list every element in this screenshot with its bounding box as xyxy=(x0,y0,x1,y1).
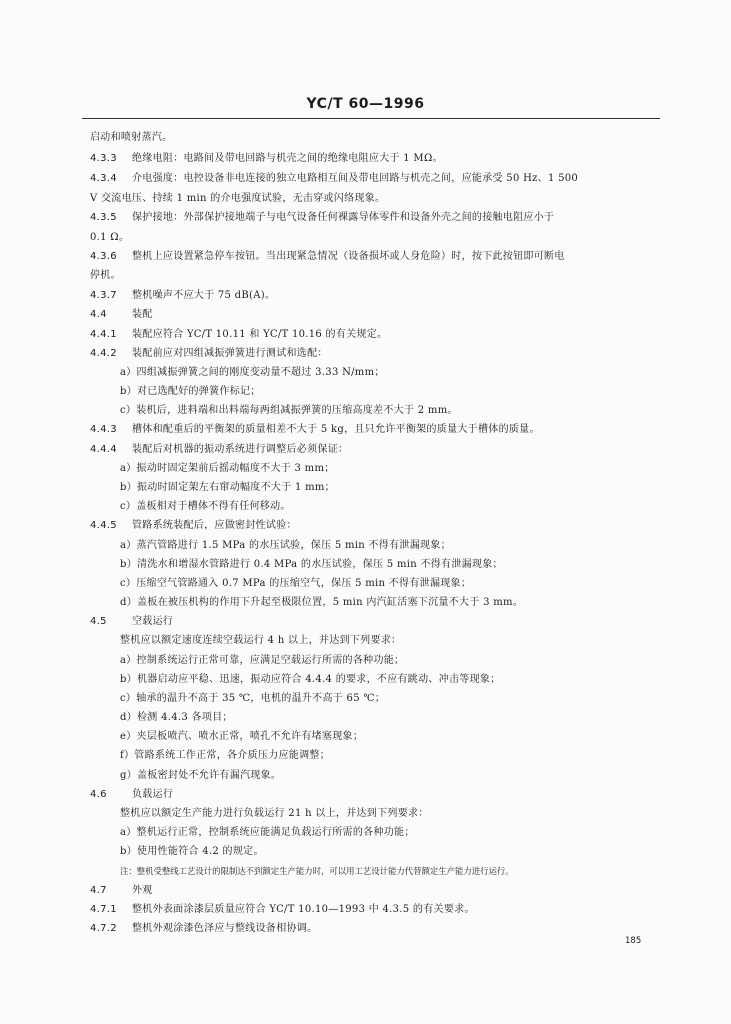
line-text: a）整机运行正常，控制系统应能满足负载运行所需的各种功能； xyxy=(120,827,415,838)
text-line xyxy=(120,692,385,706)
note-line xyxy=(120,864,514,878)
text-line xyxy=(90,347,328,361)
text-line xyxy=(90,423,540,437)
line-text: 空载运行 xyxy=(132,616,174,627)
line-text: 整机应以额定速度连续空载运行 4 h 以上，并达到下列要求： xyxy=(120,635,402,646)
line-text: 整机上应设置紧急停车按钮。当出现紧急情况（设备损坏或人身危险）时，按下此按钮即可断电 xyxy=(132,251,565,262)
line-text: c）轴承的温升不高于 35 ℃，电机的温升不高于 65 ℃； xyxy=(120,693,386,704)
text-line xyxy=(90,231,129,245)
line-text: b）对已选配好的弹簧作标记； xyxy=(120,386,261,397)
text-line xyxy=(120,654,404,668)
text-line xyxy=(120,807,429,821)
clause-number: 4.7.2 xyxy=(90,923,117,934)
text-line xyxy=(120,749,330,763)
clause-number: 4.7.1 xyxy=(90,904,117,915)
line-text: a）四组减振弹簧之间的刚度变动量不超过 3.33 N/mm； xyxy=(120,367,385,378)
text-line xyxy=(90,172,578,186)
line-text: e）夹层板喷汽、喷水正常，喷孔不允许有堵塞现象； xyxy=(120,731,364,742)
clause-number: 4.3.7 xyxy=(90,290,117,301)
line-text: 绝缘电阻：电路间及带电回路与机壳之间的绝缘电阻应大于 1 MΩ。 xyxy=(132,153,443,164)
line-text: b）振动时固定架左右窜动幅度不大于 1 mm； xyxy=(120,482,335,493)
page-number: 185 xyxy=(625,936,642,946)
text-line xyxy=(90,192,385,206)
line-text: d）检测 4.4.3 各项目； xyxy=(120,712,233,723)
line-text: 装配 xyxy=(132,309,153,320)
text-line xyxy=(120,481,335,495)
text-line xyxy=(90,269,121,283)
line-text: V 交流电压、持续 1 min 的介电强度试验，无击穿或闪络现象。 xyxy=(90,193,386,204)
clause-number: 4.4 xyxy=(90,309,107,320)
clause-number: 4.4.1 xyxy=(90,329,117,340)
line-text: a）控制系统运行正常可靠，应满足空载运行所需的各种功能； xyxy=(120,655,405,666)
text-line xyxy=(90,152,443,166)
text-line xyxy=(90,788,173,802)
text-line xyxy=(120,462,335,476)
text-line xyxy=(120,634,401,648)
text-line xyxy=(90,211,554,225)
text-line xyxy=(90,615,173,629)
line-text: c）压缩空气管路通入 0.7 MPa 的压缩空气，保压 5 min 不得有泄漏现象； xyxy=(120,578,472,589)
line-text: b）机器启动应平稳、迅速，振动应符合 4.4.4 的要求，不应有跳动、冲击等现象； xyxy=(120,674,501,685)
text-line xyxy=(90,289,275,303)
line-text: 注：整机受整线工艺设计的限制达不到额定生产能力时，可以用工艺设计能力代替额定生产能力进行运行。 xyxy=(120,866,514,876)
clause-number: 4.3.4 xyxy=(90,173,117,184)
clause-number: 4.3.6 xyxy=(90,251,117,262)
text-line xyxy=(90,922,317,936)
line-text: 介电强度：电控设备非电连接的独立电路相互间及带电回路与机壳之间，应能承受 50 Hz、1 500 xyxy=(132,173,579,184)
line-text: 停机。 xyxy=(90,270,121,281)
line-text: 整机外观涂漆色泽应与整线设备相协调。 xyxy=(132,923,318,934)
line-text: 保护接地：外部保护接地端子与电气设备任何裸露导体零件和设备外壳之间的接触电阻应小于 xyxy=(132,212,555,223)
clause-number: 4.6 xyxy=(90,789,107,800)
header-rule xyxy=(82,118,660,119)
line-text: a）振动时固定架前后摇动幅度不大于 3 mm； xyxy=(120,463,335,474)
text-line xyxy=(120,845,264,859)
text-line xyxy=(90,903,475,917)
text-line xyxy=(90,328,387,342)
line-text: 负载运行 xyxy=(132,789,174,800)
text-line xyxy=(90,250,565,264)
clause-number: 4.4.5 xyxy=(90,520,117,531)
clause-number: 4.7 xyxy=(90,885,107,896)
line-text: a）蒸汽管路进行 1.5 MPa 的水压试验，保压 5 min 不得有泄漏现象； xyxy=(120,540,451,551)
line-text: 装配应符合 YC/T 10.11 和 YC/T 10.16 的有关规定。 xyxy=(132,329,388,340)
text-line xyxy=(120,539,451,553)
text-line xyxy=(90,131,172,145)
clause-number: 4.4.2 xyxy=(90,348,117,359)
line-text: 整机外表面涂漆层质量应符合 YC/T 10.10—1993 中 4.3.5 的有关要求。 xyxy=(132,904,475,915)
line-text: 0.1 Ω。 xyxy=(90,232,130,243)
text-line xyxy=(120,769,281,783)
line-text: c）装机后，进料端和出料端每两组减振弹簧的压缩高度差不大于 2 mm。 xyxy=(120,405,458,416)
text-line xyxy=(90,308,153,322)
line-text: 槽体和配重后的平衡架的质量相差不大于 5 kg，且只允许平衡架的质量大于槽体的质量。 xyxy=(132,424,540,435)
clause-number: 4.3.3 xyxy=(90,153,117,164)
line-text: b）使用性能符合 4.2 的规定。 xyxy=(120,846,264,857)
text-line xyxy=(120,596,523,610)
standard-code-header: YC/T 60—1996 xyxy=(306,96,425,112)
text-line xyxy=(120,366,385,380)
line-text: 启动和喷射蒸汽。 xyxy=(90,132,173,143)
line-text: d）盖板在被压机构的作用下升起至极限位置，5 min 内汽缸活塞下沉量不大于 3 mm。 xyxy=(120,597,524,608)
text-line xyxy=(120,673,501,687)
line-text: c）盖板相对于槽体不得有任何移动。 xyxy=(120,501,291,512)
text-line xyxy=(120,558,503,572)
text-line xyxy=(90,884,153,898)
line-text: 管路系统装配后，应做密封性试验： xyxy=(132,520,297,531)
clause-number: 4.3.5 xyxy=(90,212,117,223)
text-line xyxy=(120,730,363,744)
line-text: 装配前应对四组减振弹簧进行测试和选配： xyxy=(132,348,328,359)
line-text: f）管路系统工作正常，各介质压力应能调整； xyxy=(120,750,331,761)
clause-number: 4.5 xyxy=(90,616,107,627)
line-text: 装配后对机器的振动系统进行调整后必须保证： xyxy=(132,444,349,455)
text-line xyxy=(120,577,471,591)
line-text: g）盖板密封处不允许有漏汽现象。 xyxy=(120,770,282,781)
clause-number: 4.4.4 xyxy=(90,444,117,455)
line-text: b）清洗水和增湿水管路进行 0.4 MPa 的水压试验，保压 5 min 不得有泄漏现象； xyxy=(120,559,503,570)
text-line xyxy=(90,443,348,457)
clause-number: 4.4.3 xyxy=(90,424,117,435)
line-text: 整机应以额定生产能力进行负载运行 21 h 以上，并达到下列要求： xyxy=(120,808,429,819)
text-line xyxy=(120,711,233,725)
text-line xyxy=(120,404,458,418)
text-line xyxy=(120,500,291,514)
text-line xyxy=(120,826,415,840)
text-line xyxy=(90,519,297,533)
line-text: 外观 xyxy=(132,885,153,896)
text-line xyxy=(120,385,261,399)
line-text: 整机噪声不应大于 75 dB(A)。 xyxy=(132,290,276,301)
